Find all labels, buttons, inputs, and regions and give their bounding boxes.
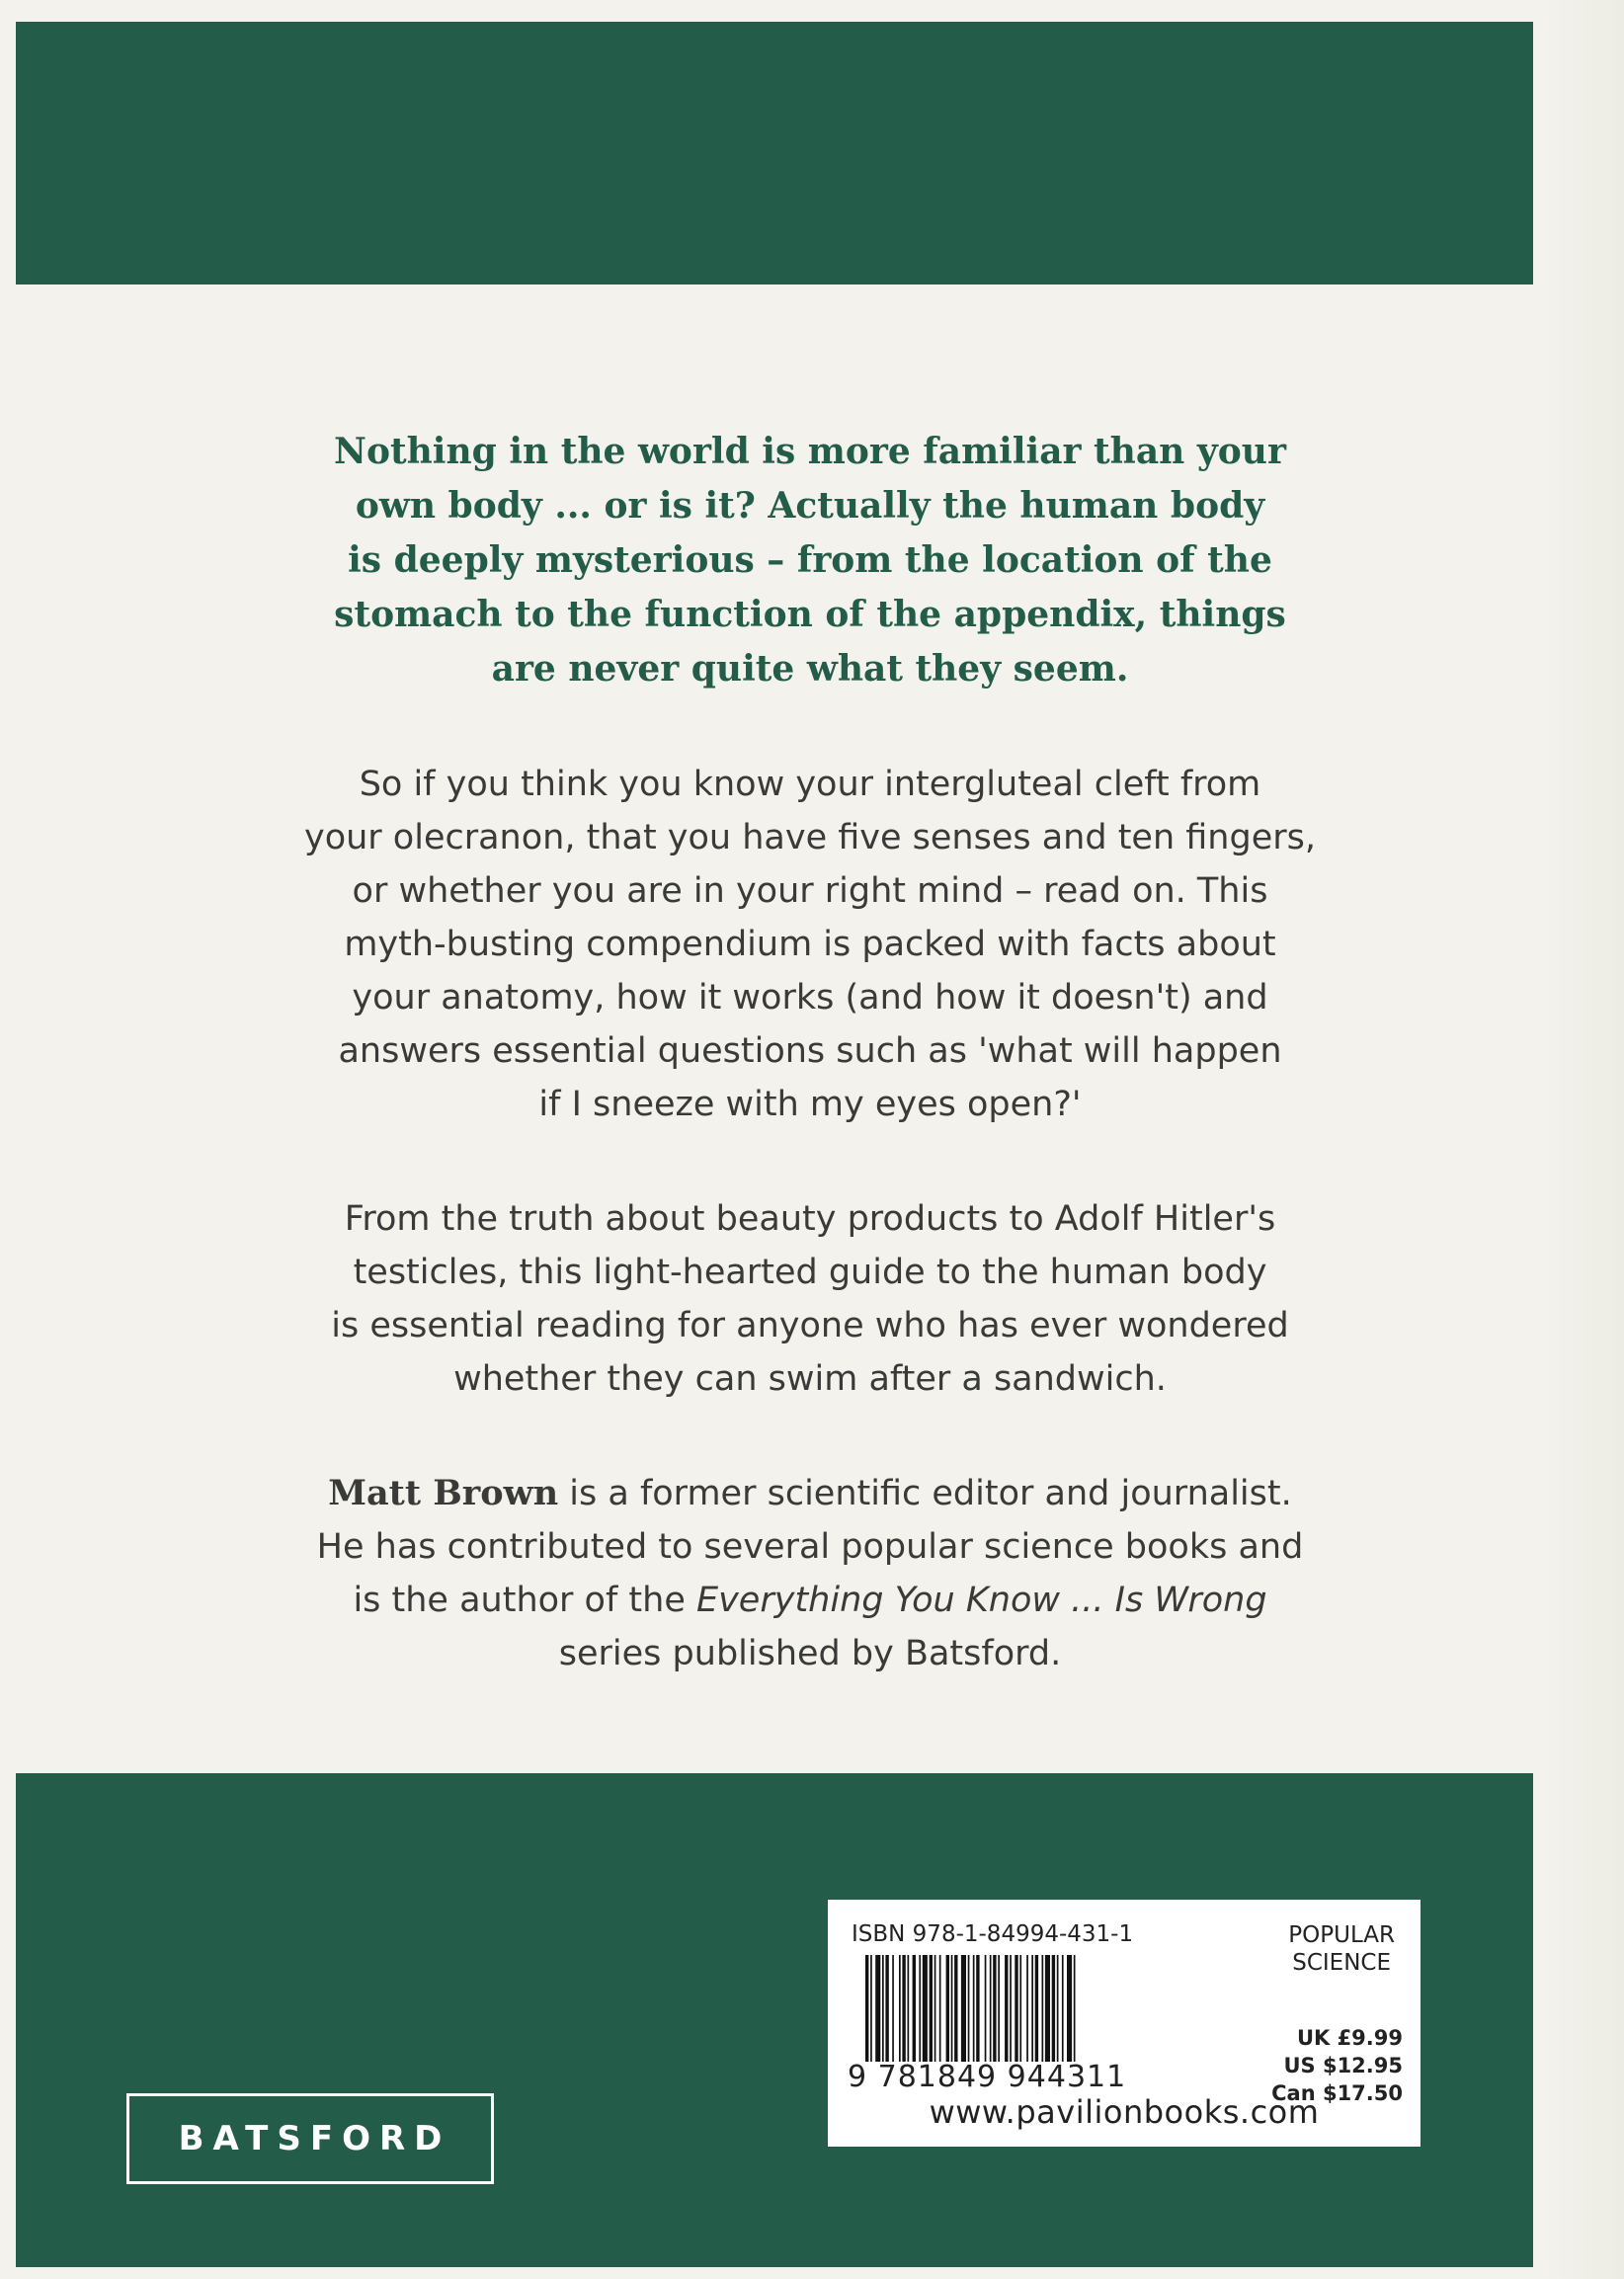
price-us: US $12.95	[1283, 2054, 1403, 2077]
publisher-logo-text: BATSFORD	[178, 2119, 451, 2158]
text-line	[277, 1467, 1343, 1520]
publisher-logo	[126, 2093, 494, 2184]
intro-line: Nothing in the world is more familiar than your	[334, 431, 1286, 472]
intro-line: own body ... or is it? Actually the human body	[355, 485, 1265, 527]
text-line: From the truth about beauty products to Adolf Hitler's	[344, 1199, 1276, 1239]
text-line: series published by Batsford.	[558, 1634, 1062, 1673]
text-line	[277, 1574, 1343, 1627]
price-uk: UK £9.99	[1296, 2026, 1403, 2050]
text-line: testicles, this light-hearted guide to the human body	[353, 1253, 1267, 1292]
text-line: is essential reading for anyone who has ever wondered	[331, 1306, 1289, 1345]
intro-line: stomach to the function of the appendix, things	[334, 594, 1286, 635]
text-line: whether they can swim after a sandwich.	[453, 1359, 1167, 1399]
author-bio	[277, 1467, 1343, 1680]
text-line: your anatomy, how it works (and how it doesn't) and	[352, 978, 1268, 1017]
text-line: He has contributed to several popular science books and	[316, 1527, 1304, 1567]
description-paragraph	[277, 758, 1343, 1131]
text-line: So if you think you know your intergluteal cleft from	[359, 765, 1261, 804]
page-edge	[1545, 0, 1624, 2279]
teaser-paragraph	[277, 1192, 1343, 1406]
category-label	[1288, 1921, 1395, 1977]
price-can: Can $17.50	[1271, 2081, 1403, 2105]
intro-line: are never quite what they seem.	[491, 648, 1129, 690]
category-line: SCIENCE	[1292, 1950, 1392, 1976]
intro-paragraph	[277, 425, 1343, 696]
text-line: myth-busting compendium is packed with facts about	[344, 925, 1276, 964]
author-bio-text: is the author of the	[353, 1581, 696, 1620]
series-title: Everything You Know ... Is Wrong	[695, 1581, 1267, 1620]
author-name: Matt Brown	[328, 1473, 559, 1513]
publisher-website: www.pavilionbooks.com	[929, 2093, 1320, 2131]
back-cover-blurb	[168, 425, 1452, 1680]
text-line: answers essential questions such as 'what will happen	[338, 1031, 1282, 1071]
author-bio-text: is a former scientific editor and journalist.	[558, 1474, 1292, 1513]
barcode-digits: 9 781849 944311	[848, 2060, 1127, 2094]
text-line: if I sneeze with my eyes open?'	[538, 1085, 1082, 1124]
category-line: POPULAR	[1288, 1922, 1395, 1948]
barcode-icon	[863, 1955, 1176, 2062]
intro-line: is deeply mysterious – from the location of the	[348, 539, 1272, 581]
top-green-band	[16, 22, 1533, 285]
barcode-panel	[828, 1900, 1421, 2147]
isbn-label: ISBN 978-1-84994-431-1	[852, 1921, 1134, 1947]
text-line: or whether you are in your right mind – read on. This	[352, 871, 1268, 911]
text-line: your olecranon, that you have five senses and ten fingers,	[303, 818, 1316, 857]
